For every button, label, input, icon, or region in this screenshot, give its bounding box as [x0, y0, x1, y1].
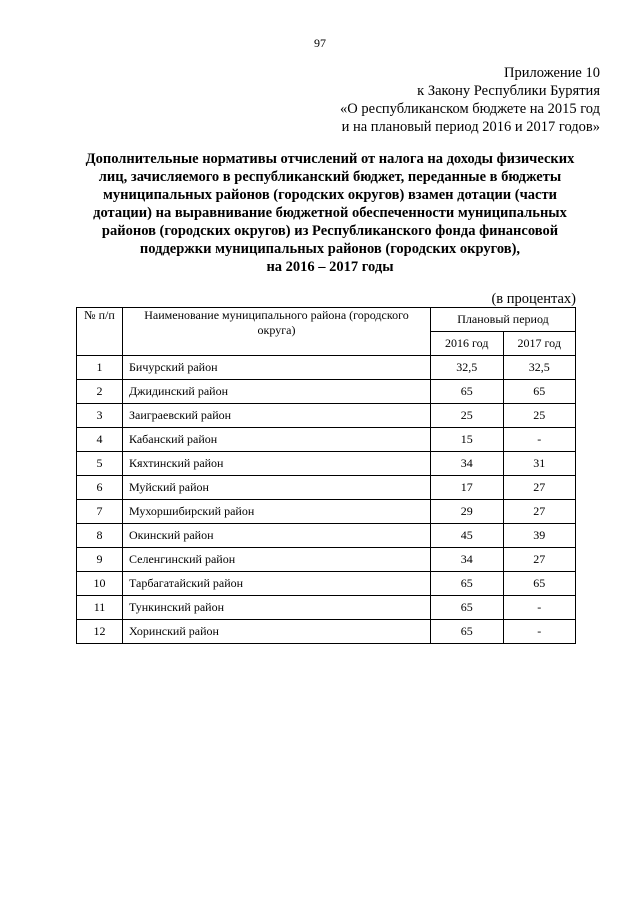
row-value-2017: -: [503, 596, 576, 620]
row-district-name: Мухоршибирский район: [123, 500, 431, 524]
row-district-name: Джидинский район: [123, 380, 431, 404]
row-value-2017: 27: [503, 500, 576, 524]
table-row: [77, 596, 576, 620]
row-num: 2: [77, 380, 123, 404]
row-num: 10: [77, 572, 123, 596]
row-value-2016: 65: [431, 596, 504, 620]
row-num: 9: [77, 548, 123, 572]
table-row: [77, 476, 576, 500]
row-num: 1: [77, 356, 123, 380]
row-district-name: Кяхтинский район: [123, 452, 431, 476]
table-row: [77, 404, 576, 428]
table-row: [77, 428, 576, 452]
row-num: 6: [77, 476, 123, 500]
title-line: муниципальных районов (городских округов) взамен дотации (части: [103, 187, 557, 203]
row-value-2016: 45: [431, 524, 504, 548]
appendix-line: и на плановый период 2016 и 2017 годов»: [341, 119, 600, 135]
row-district-name: Заиграевский район: [123, 404, 431, 428]
table-row: [77, 356, 576, 380]
title-line: дотации) на выравнивание бюджетной обеспеченности муниципальных: [93, 205, 567, 221]
row-value-2016: 65: [431, 572, 504, 596]
row-value-2017: 39: [503, 524, 576, 548]
appendix-line: Приложение 10: [504, 65, 600, 81]
row-district-name: Муйский район: [123, 476, 431, 500]
row-num: 11: [77, 596, 123, 620]
row-value-2017: 31: [503, 452, 576, 476]
row-value-2016: 65: [431, 620, 504, 644]
row-value-2017: 27: [503, 548, 576, 572]
table-row: [77, 620, 576, 644]
row-value-2016: 29: [431, 500, 504, 524]
row-value-2017: 65: [503, 572, 576, 596]
appendix-header: [180, 64, 600, 136]
row-value-2017: 65: [503, 380, 576, 404]
header-year-2017: 2017 год: [503, 332, 576, 356]
table-row: [77, 524, 576, 548]
table-row: [77, 572, 576, 596]
table-row: [77, 452, 576, 476]
row-district-name: Селенгинский район: [123, 548, 431, 572]
title-line: лиц, зачисляемого в республиканский бюджет, переданные в бюджеты: [98, 169, 562, 185]
row-value-2016: 17: [431, 476, 504, 500]
title-line: поддержки муниципальных районов (городских округов),: [139, 241, 521, 257]
units-note: (в процентах): [491, 291, 576, 307]
row-value-2016: 34: [431, 548, 504, 572]
table-body: [77, 356, 576, 644]
document-title: [66, 150, 594, 276]
row-value-2016: 34: [431, 452, 504, 476]
row-num: 4: [77, 428, 123, 452]
row-num: 3: [77, 404, 123, 428]
title-line: на 2016 – 2017 годы: [266, 259, 394, 275]
norms-table: [76, 307, 576, 644]
row-value-2016: 15: [431, 428, 504, 452]
row-num: 12: [77, 620, 123, 644]
table-row: [77, 380, 576, 404]
title-line: Дополнительные нормативы отчислений от налога на доходы физических: [85, 151, 575, 167]
row-value-2017: 25: [503, 404, 576, 428]
row-value-2017: -: [503, 428, 576, 452]
row-district-name: Кабанский район: [123, 428, 431, 452]
appendix-line: к Закону Республики Бурятия: [417, 83, 600, 99]
row-district-name: Бичурский район: [123, 356, 431, 380]
row-num: 7: [77, 500, 123, 524]
row-district-name: Тарбагатайский район: [123, 572, 431, 596]
row-value-2016: 32,5: [431, 356, 504, 380]
row-value-2017: 32,5: [503, 356, 576, 380]
row-num: 8: [77, 524, 123, 548]
header-name: Наименование муниципального района (городского округа): [123, 308, 431, 356]
table-header-row: [77, 308, 576, 332]
row-district-name: Тункинский район: [123, 596, 431, 620]
row-district-name: Окинский район: [123, 524, 431, 548]
row-value-2017: -: [503, 620, 576, 644]
header-num: № п/п: [77, 308, 123, 356]
header-year-2016: 2016 год: [431, 332, 504, 356]
page-number: 97: [314, 36, 326, 50]
appendix-line: «О республиканском бюджете на 2015 год: [340, 101, 600, 117]
row-num: 5: [77, 452, 123, 476]
row-value-2016: 65: [431, 380, 504, 404]
header-period: Плановый период: [431, 308, 576, 332]
table-row: [77, 548, 576, 572]
title-line: районов (городских округов) из Республиканского фонда финансовой: [101, 223, 559, 239]
row-value-2016: 25: [431, 404, 504, 428]
row-value-2017: 27: [503, 476, 576, 500]
row-district-name: Хоринский район: [123, 620, 431, 644]
table-row: [77, 500, 576, 524]
